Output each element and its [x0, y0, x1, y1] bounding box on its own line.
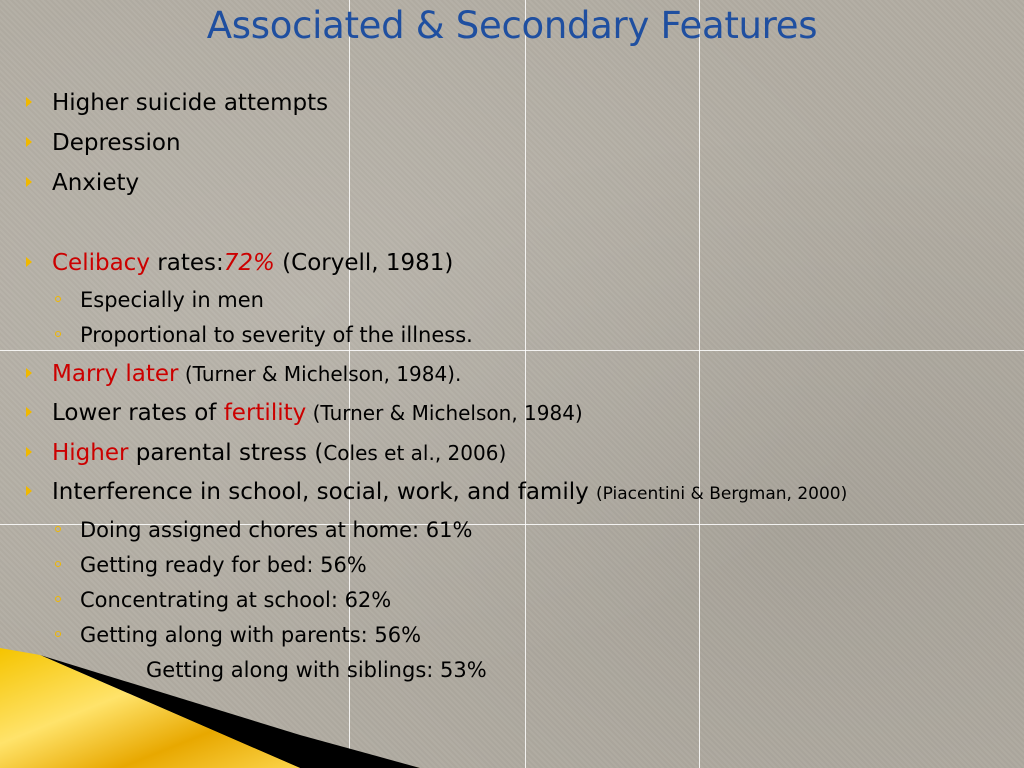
bullet-marry-later: Marry later (Turner & Michelson, 1984).: [52, 361, 461, 387]
slide-title: Associated & Secondary Features: [206, 4, 818, 47]
bullet-suicide: Higher suicide attempts: [52, 90, 328, 116]
bullet-fertility: Lower rates of fertility (Turner & Michelson, 1984): [52, 400, 583, 426]
sub-bullet: Doing assigned chores at home: 61%: [80, 518, 472, 542]
sub-bullet: Getting along with parents: 56%: [80, 623, 421, 647]
sub-bullet: Especially in men: [80, 288, 264, 312]
bullet-celibacy: Celibacy rates:72% (Coryell, 1981): [52, 250, 453, 276]
bullet-interference: Interference in school, social, work, and family (Piacentini & Bergman, 2000): [52, 479, 847, 505]
sub-bullet: Getting along with siblings: 53%: [80, 658, 487, 682]
sub-bullet: Concentrating at school: 62%: [80, 588, 391, 612]
gold-corner-fill: [0, 648, 300, 768]
bullet-parental-stress: Higher parental stress (Coles et al., 2006): [52, 440, 506, 466]
bullet-anxiety: Anxiety: [52, 170, 139, 196]
bullet-depression: Depression: [52, 130, 181, 156]
sub-bullet: Getting ready for bed: 56%: [80, 553, 367, 577]
sub-bullet: Proportional to severity of the illness.: [80, 323, 473, 347]
